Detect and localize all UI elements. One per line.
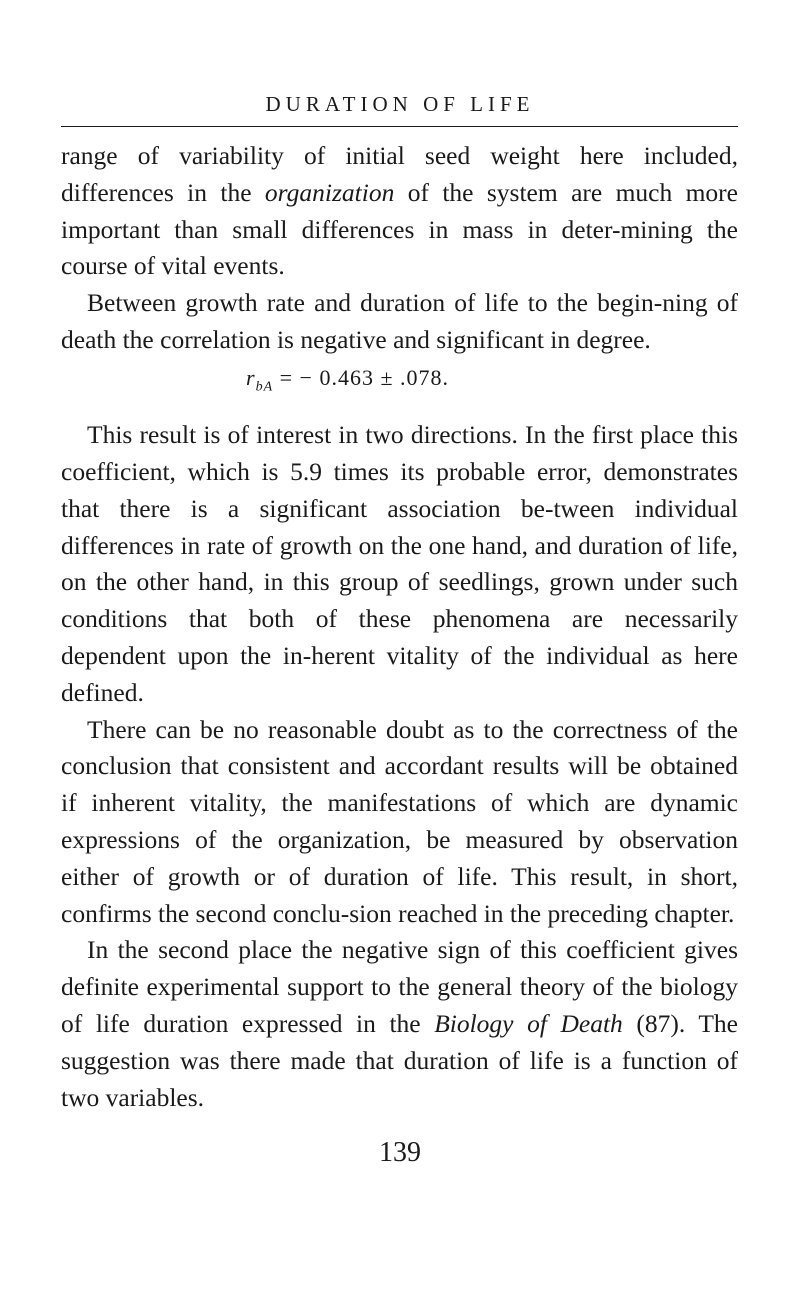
- paragraph-2: Between growth rate and duration of life to the begin-ning of death the correlation is negative and significant in degree.: [61, 288, 738, 354]
- paragraph-1-text-end: of the system are much more important than small differences in mass in deter-mining the course of vital events.: [61, 177, 738, 281]
- paragraph-5-text-end: (87). The suggestion was there made that duration of life is a function of two variables.: [61, 1008, 739, 1112]
- running-head: DURATION OF LIFE: [265, 92, 535, 116]
- paragraph-5-text-start: In the second place the negative sign of this coefficient gives definite experimental support to the general theory of the biology of life duration expressed in the: [61, 935, 738, 1038]
- formula-variable: r: [246, 364, 256, 390]
- formula-expression: = − 0.463 ± .078.: [273, 364, 450, 390]
- paragraph-1-text-start: range of variability of initial seed weight here included, differences in the: [61, 141, 738, 207]
- page-number: 139: [379, 1137, 421, 1168]
- paragraph-5: [61, 932, 738, 1116]
- header-rule: [61, 126, 738, 127]
- paragraph-1: [61, 138, 738, 285]
- formula-subscript: bA: [255, 379, 274, 395]
- paragraph-5-emphasis: Biology of Death: [434, 1008, 623, 1038]
- body-text: [61, 138, 738, 1116]
- paragraph-4: There can be no reasonable doubt as to the correctness of the conclusion that consistent and accordant results will be obtained if inherent vitality, the manifestations of which are dynamic expressions of the organization, be measured by observation either of growth or of duration of life. This result, in short, confirms the second conclu-sion reached in the preceding chapter.: [61, 714, 738, 928]
- correlation-formula: [61, 361, 738, 404]
- paragraph-3: This result is of interest in two directions. In the first place this coefficient, which is 5.9 times its probable error, demonstrates that there is a significant association be-tween individual differences in rate of growth on the one hand, and duration of life, on the other hand, in this group of seedlings, grown under such conditions that both of these phenomena are necessarily dependent upon the in-herent vitality of the individual as here defined.: [61, 420, 738, 707]
- paragraph-1-emphasis: organization: [264, 177, 395, 207]
